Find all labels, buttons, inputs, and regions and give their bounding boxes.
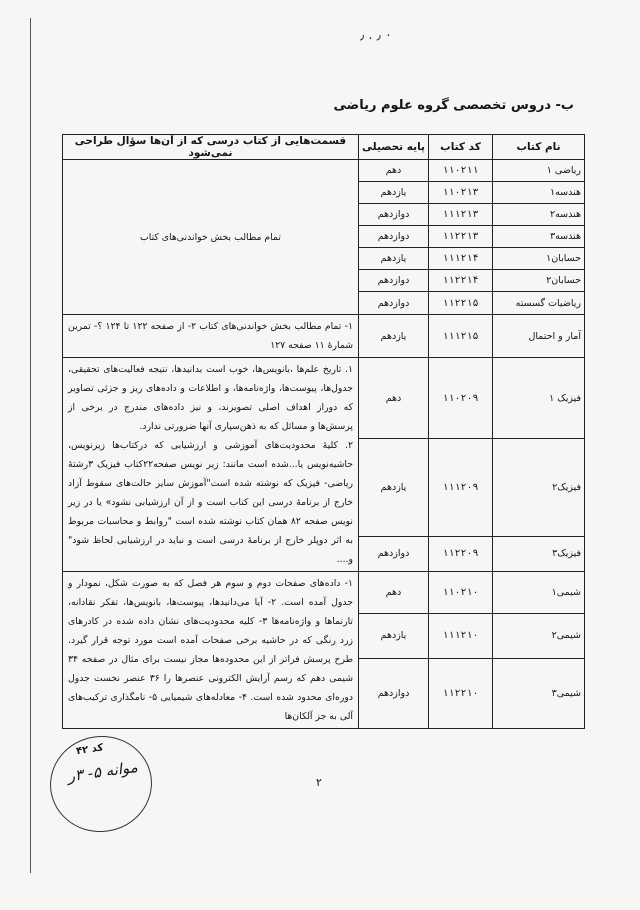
book-name: ریاضیات گسسته (493, 292, 585, 315)
book-code: ۱۱۱۲۱۳ (429, 204, 493, 226)
book-name: ریاضی ۱ (493, 160, 585, 182)
header-grade: پایه تحصیلی (359, 135, 429, 160)
book-code: ۱۱۱۲۱۴ (429, 248, 493, 270)
excluded-parts-chemistry: ۱- داده‌های صفحات دوم و سوم هر فصل که به صورت شکل، نمودار و جدول آمده است. ۲- آیا می‌دانید‌ها، پیوست‌ها، بانویس‌ها، تفکر نقادانه، تارنماها و واژه‌نامه‌ها ۳- کلیه محدودیت‌های نشان داده شده در کادرهای زرد رنگی که در حاشیه برخی صفحات آمده است مورد توجه قرار گیرد. طرح پرسش فراتر از این محدوده‌ها مجاز نیست برای مثال در صفحه ۳۴ شیمی دهم که رسم آرایش الکترونی عنصرها را ۳۶ عنصر نخست جدول دوره‌ای محدود شده است. ۴- معادله‌های شیمیایی ۵- نامگذاری ترکیب‌های آلی به جز آلکان‌ها (63, 572, 359, 729)
book-name: حسابان۲ (493, 270, 585, 292)
table-row (63, 358, 585, 439)
merged-readings-note: تمام مطالب بخش خواندنی‌های کتاب (63, 160, 359, 315)
grade: یازدهم (359, 182, 429, 204)
book-name: آمار و احتمال (493, 315, 585, 358)
book-code: ۱۱۰۲۱۱ (429, 160, 493, 182)
book-name: حسابان۱ (493, 248, 585, 270)
grade: دهم (359, 160, 429, 182)
physics-note-2: ۲. کلیهٔ محدودیت‌های آموزشی و ارزشیابی که درکتاب‌ها زیرنویس، حاشیه‌نویس یا...شده است مانند: زیر نویس صفحه۲۲کتاب فیزیک ۳رشتهٔ ریاضی- فیزیک که نوشته شده است"آموزش سایر حالت‌های سقوط آزاد خارج از برنامهٔ درسی این کتاب است و از آن ارزشیابی نشود» یا در زیر نویس صفحه ۸۲ همان کتاب نوشته شده است "روابط و محاسبات مربوط به اثر دوپلر خارج از برنامهٔ درسی است و نباید در ارزشیابی لحاظ شود" و.... (68, 440, 354, 565)
table-row (63, 572, 585, 614)
book-name: فیزیک ۱ (493, 358, 585, 439)
header-book-code: کد کتاب (429, 135, 493, 160)
table-row (63, 160, 585, 182)
book-code: ۱۱۰۲۰۹ (429, 358, 493, 439)
book-code: ۱۱۰۲۱۳ (429, 182, 493, 204)
official-stamp (44, 729, 158, 838)
book-code: ۱۱۲۲۱۰ (429, 658, 493, 728)
book-name: شیمی۳ (493, 658, 585, 728)
grade: دوازدهم (359, 226, 429, 248)
book-code: ۱۱۲۲۰۹ (429, 536, 493, 571)
excluded-parts-physics (63, 358, 359, 572)
book-name: شیمی۲ (493, 614, 585, 658)
section-heading: ب- دروس تخصصی گروه علوم ریاضی (333, 98, 574, 113)
grade: دوازدهم (359, 292, 429, 315)
book-code: ۱۱۱۲۱۰ (429, 614, 493, 658)
table-header-row (63, 135, 585, 160)
book-code: ۱۱۲۲۱۴ (429, 270, 493, 292)
header-book-name: نام کتاب (493, 135, 585, 160)
grade: یازدهم (359, 248, 429, 270)
page-number: ۲ (316, 776, 322, 789)
grade: دهم (359, 358, 429, 439)
grade: دهم (359, 572, 429, 614)
physics-note-1: ۱. تاریخ علم‌ها ،بانویس‌ها، خوب است بدانیدها، نتیجه فعالیت‌های تحقیقی، جدول‌ها، پیوست‌ها، واژه‌نامه‌ها، و اطلاعات و داده‌های ریز و جزئی تصاویر که دوراز اهداف اصلی تصویرند، و نیز داده‌های مندرج در برخی از پرسش‌ها و مسائل که به ذهن‌سپاری آنها ضرورتی ندارد. (68, 364, 353, 432)
stamp-code: کد ۴۲ (75, 742, 105, 758)
left-margin-line (30, 18, 31, 873)
grade: یازدهم (359, 439, 429, 537)
book-name: هندسه۲ (493, 204, 585, 226)
book-code: ۱۱۱۲۱۵ (429, 315, 493, 358)
grade: دوازدهم (359, 536, 429, 571)
book-code: ۱۱۱۲۰۹ (429, 439, 493, 537)
grade: یازدهم (359, 614, 429, 658)
table-row (63, 315, 585, 358)
grade: دوازدهم (359, 204, 429, 226)
book-name: شیمی۱ (493, 572, 585, 614)
book-name: هندسه۱ (493, 182, 585, 204)
grade: یازدهم (359, 315, 429, 358)
book-name: فیزیک۲ (493, 439, 585, 537)
book-name: هندسه۳ (493, 226, 585, 248)
header-excluded-parts: قسمت‌هایی از کتاب درسی که از آن‌ها سؤال طراحی نمی‌شود (63, 135, 359, 160)
book-code: ۱۱۲۲۱۵ (429, 292, 493, 315)
top-scribble: ٫ . ٫ ۰ (360, 28, 392, 43)
book-name: فیزیک۳ (493, 536, 585, 571)
book-code: ۱۱۲۲۱۳ (429, 226, 493, 248)
excluded-parts-statistics: ۱- تمام مطالب بخش خواندنی‌های کتاب ۲- از صفحه ۱۲۲ تا ۱۲۴ ؟- تمرین شمارهٔ ۱۱ صفحه ۱۲۷ (63, 315, 359, 358)
stamp-handwriting: موانه ۵- ۳ر (66, 757, 139, 786)
exclusions-table (62, 134, 585, 729)
grade: دوازدهم (359, 270, 429, 292)
grade: دوازدهم (359, 658, 429, 728)
book-code: ۱۱۰۲۱۰ (429, 572, 493, 614)
